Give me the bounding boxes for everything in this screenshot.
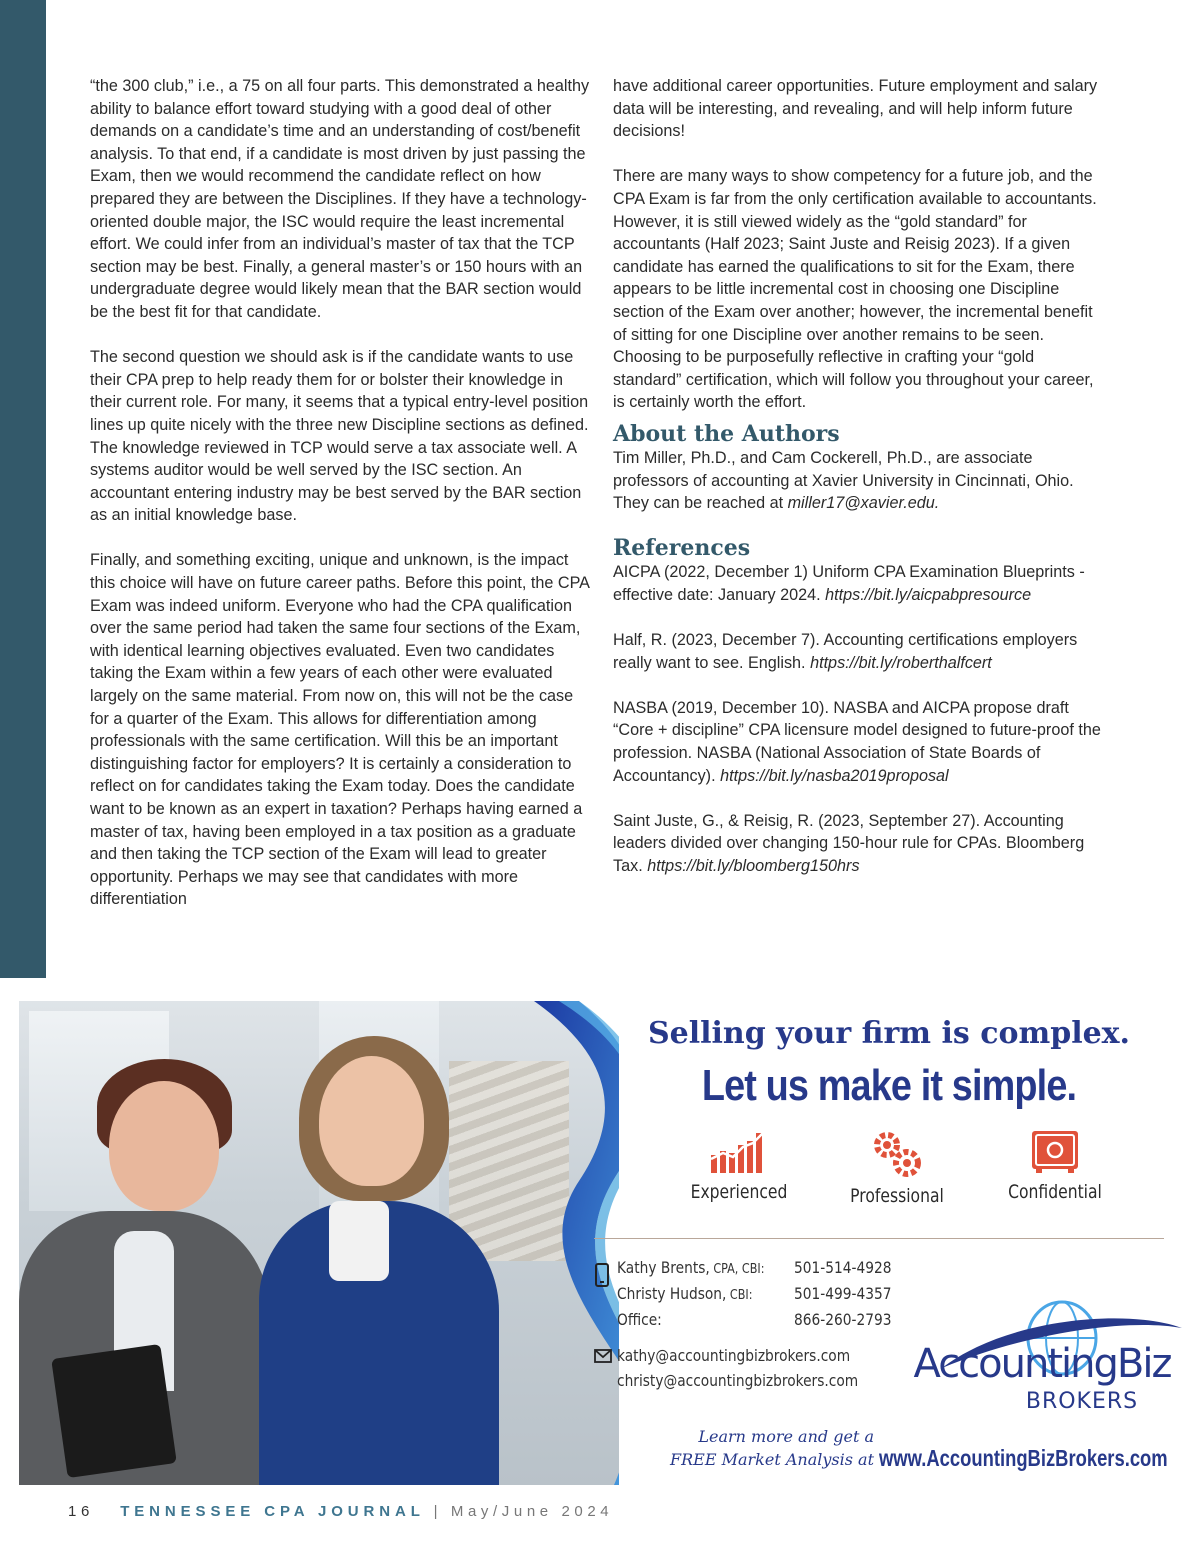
left-paragraph-2: The second question we should ask is if the candidate wants to use their CPA prep to help ready them for or bolster their knowledge in their current role. For many, it seems that a typical entry-level position lines up quite nicely with the three new Discipline sections as defined. The knowledge reviewed in TCP would serve a tax associate well. A systems auditor would be well served by the ISC section. An accountant entering industry may be best served by the BAR section as an initial knowledge base. <box>90 348 589 525</box>
right-paragraph-2: There are many ways to show competency for a future job, and the CPA Exam is far from the only certification available to accountants. However, it is still viewed widely as the “gold standard” for accountants (Half 2023; Saint Juste and Reisig 2023). If a given candidate has earned the qualifications to sit for the Exam, there appears to be little incremental cost in choosing one Discipline section of the Exam over another; however, the incremental benefit of sitting for one Discipline over another remains to be seen. Choosing to be purposefully reflective in crafting your “gold standard” certification, which will follow you throughout your career, is certainly worth the effort. <box>613 167 1097 412</box>
contact-name: Kathy Brents, <box>617 1258 710 1277</box>
contact-credentials: CBI: <box>726 1288 753 1303</box>
ad-divider <box>594 1238 1164 1239</box>
contact-row <box>617 1258 764 1277</box>
reference-item <box>613 810 1103 878</box>
contact-email[interactable]: christy@accountingbizbrokers.com <box>617 1371 859 1390</box>
logo-subtitle: BROKERS <box>1025 1389 1139 1414</box>
left-column <box>90 75 590 911</box>
contact-name: Office: <box>617 1310 662 1329</box>
feature-label: Confidential <box>1008 1181 1102 1203</box>
page-number: 16 <box>68 1503 94 1520</box>
page-footer <box>68 1503 613 1520</box>
about-authors-text <box>613 447 1103 515</box>
reference-item <box>613 629 1103 674</box>
footer-separator: | <box>433 1503 443 1520</box>
advertisement <box>19 1001 1181 1485</box>
contact-row <box>617 1284 752 1303</box>
contact-phone[interactable]: 501-514-4928 <box>794 1258 892 1277</box>
safe-icon <box>1028 1129 1082 1175</box>
ad-call-to-action <box>649 1425 874 1471</box>
growth-chart-icon <box>709 1129 769 1175</box>
contact-credentials: CPA, CBI: <box>709 1262 765 1277</box>
feature-experienced <box>659 1129 819 1203</box>
mail-icon <box>594 1349 612 1363</box>
about-authors-heading: About the Authors <box>613 420 840 447</box>
author-email-link[interactable]: miller17@xavier.edu. <box>787 494 940 513</box>
gears-icon <box>867 1129 927 1179</box>
contact-phone[interactable]: 866-260-2793 <box>794 1310 892 1329</box>
contact-row <box>617 1310 662 1329</box>
contact-email[interactable]: kathy@accountingbizbrokers.com <box>617 1346 851 1365</box>
issue-date: May/June 2024 <box>450 1503 614 1520</box>
ad-headline-1: Selling your firm is complex. <box>647 1016 1131 1051</box>
reference-link[interactable]: https://bit.ly/aicpabpresource <box>825 585 1032 604</box>
reference-text: Saint Juste, G., & Reisig, R. (2023, September 27). Accounting leaders divided over changing 150-hour rule for CPAs. Bloomberg Tax. <box>613 811 1085 875</box>
ad-website-link[interactable]: www.AccountingBizBrokers.com <box>879 1445 1168 1471</box>
references-heading: References <box>613 535 751 562</box>
reference-link[interactable]: https://bit.ly/nasba2019proposal <box>720 766 949 785</box>
feature-confidential <box>975 1129 1135 1203</box>
left-paragraph-1: “the 300 club,” i.e., a 75 on all four parts. This demonstrated a healthy ability to balance effort toward studying with a good deal of other demands on a candidate’s time and an understanding of cost/benefit analysis. To that end, if a candidate is most driven by just passing the Exam, then we would recommend the candidate reflect on how prepared they are between the Disciplines. If they have a technology-oriented double major, the ISC would require the least incremental effort. We could infer from an individual’s master of tax that the TCP section may be best. Finally, a general master’s or 150 hours with an undergraduate degree would likely mean that the BAR section would be the best fit for that candidate. <box>90 77 590 321</box>
reference-text: AICPA (2022, December 1) Uniform CPA Examination Blueprints - effective date: January 2024. <box>613 563 1085 604</box>
cta-line-2: FREE Market Analysis at <box>670 1450 874 1469</box>
feature-professional <box>817 1129 977 1207</box>
journal-name: TENNESSEE CPA JOURNAL <box>120 1503 425 1520</box>
logo-wordmark: AccountingBiz <box>913 1341 1171 1387</box>
ad-headline-2: Let us make it simple. <box>701 1061 1077 1110</box>
right-column <box>613 75 1103 878</box>
left-paragraph-3: Finally, and something exciting, unique and unknown, is the impact this choice will have on future career paths. Before this point, the CPA Exam was indeed uniform. Everyone who had the CPA qualification over the same period had taken the same four sections of the Exam, with identical learning objectives evaluated. Even two candidates taking the Exam within a few years of each other were evaluated largely on the same material. From now on, this will not be the case for a quarter of the Exam. This allows for differentiation among professionals with the same certification. Will this be an important distinguishing factor for employers? It is certainly a consideration to reflect on for candidates taking the Exam today. Does the candidate want to be known as an expert in taxation? Perhaps having earned a master of tax, having been employed in a tax position as a graduate and then taking the TCP section of the Exam will lead to greater opportunity. Perhaps we may see that candidates with more differentiation <box>90 551 590 909</box>
reference-link[interactable]: https://bit.ly/bloomberg150hrs <box>647 857 860 875</box>
contact-name: Christy Hudson, <box>617 1284 727 1303</box>
reference-link[interactable]: https://bit.ly/roberthalfcert <box>810 653 992 672</box>
reference-item <box>613 561 1103 606</box>
about-authors-body: Tim Miller, Ph.D., and Cam Cockerell, Ph.D., are associate professors of accounting at Xavier University in Cincinnati, Ohio. They can be reached at <box>613 448 1074 513</box>
contact-phone[interactable]: 501-499-4357 <box>794 1284 892 1303</box>
side-accent-bar <box>0 0 46 978</box>
feature-label: Experienced <box>690 1181 788 1203</box>
phone-icon <box>594 1263 610 1287</box>
reference-text: NASBA (2019, December 10). NASBA and AICPA propose draft “Core + discipline” CPA licensure model designed to future-proof the profession. NASBA (National Association of State Boards of Accountancy). <box>613 698 1101 785</box>
right-paragraph-1: have additional career opportunities. Future employment and salary data will be interesting, and revealing, and will help inform future decisions! <box>613 77 1098 141</box>
reference-item <box>613 697 1103 787</box>
cta-line-1: Learn more and get a <box>698 1427 874 1446</box>
reference-text: Half, R. (2023, December 7). Accounting certifications employers really want to see. English. <box>613 631 1078 672</box>
feature-label: Professional <box>850 1185 944 1207</box>
